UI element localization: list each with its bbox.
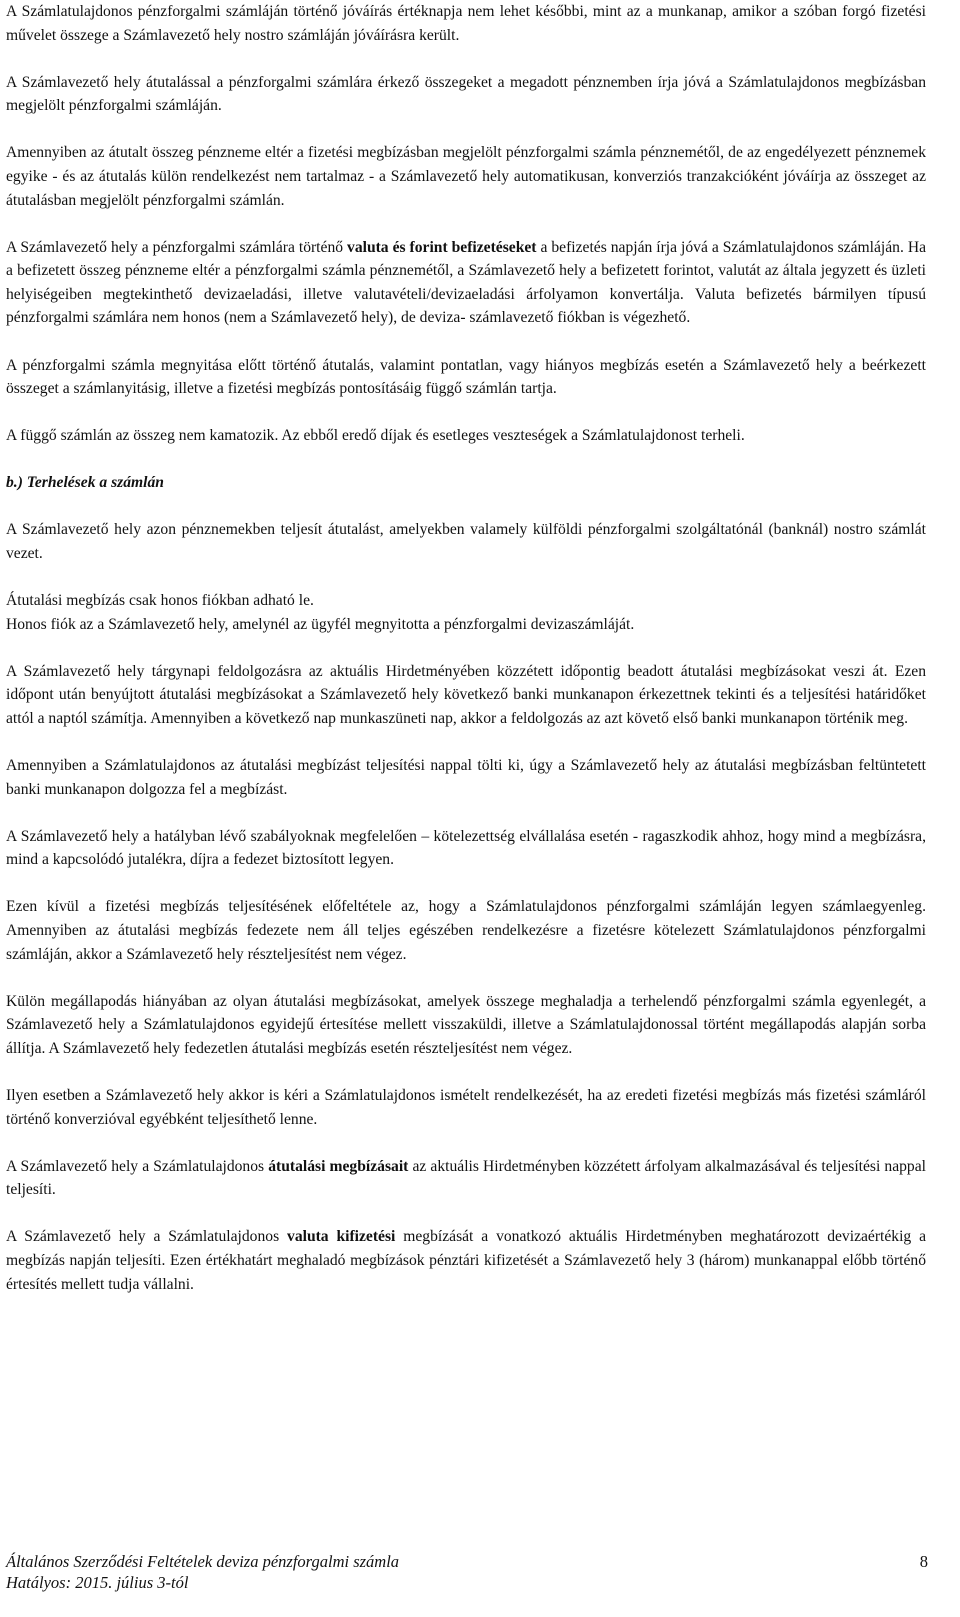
page-footer: [6, 1551, 928, 1593]
paragraph: Külön megállapodás hiányában az olyan átutalási megbízásokat, amelyek összege meghaladja a terhelendő pénzforgalmi számla egyenlegét, a Számlavezető hely a Számlatulajdonos egyidejű értesítése mellett visszaküldi, illetve a Számlatulajdonossal történt megállapodás alapján sorba állítja. A Számlavezető hely fedezetlen átutalási megbízás esetén részteljesítést nem végez.: [6, 992, 926, 1057]
paragraph: Amennyiben az átutalt összeg pénzneme eltér a fizetési megbízásban megjelölt pénzforgalmi számla pénznemétől, de az engedélyezett pénznemek egyike - és az átutalás külön rendelkezést nem tartalmaz - a Számlavezető hely automatikusan, konverziós tranzakcióként jóváírja az összeget az átutalásban megjelölt pénzforgalmi számlán.: [6, 144, 926, 209]
paragraph: A pénzforgalmi számla megnyitása előtt történő átutalás, valamint pontatlan, vagy hiányos megbízás esetén a Számlavezető hely a beérkezett összeget a számlanyitásig, illetve a fizetési megbízás pontosításáig függő számlán tartja.: [6, 356, 926, 398]
paragraph: Amennyiben a Számlatulajdonos az átutalási megbízást teljesítési nappal tölti ki, úgy a Számlavezető hely az átutalási megbízásban feltüntetett banki munkanapon dolgozza fel a megbízást.: [6, 757, 926, 798]
paragraph: [6, 236, 926, 330]
footer-document-title: Általános Szerződési Feltételek deviza pénzforgalmi számla: [6, 1552, 400, 1571]
paragraph: Ilyen esetben a Számlavezető hely akkor is kéri a Számlatulajdonos ismételt rendelkezését, ha az eredeti fizetési megbízás más fizetési számláról történő konverzióval egyébként teljesíthető lenne.: [6, 1087, 926, 1128]
paragraph: A Számlavezető hely a hatályban lévő szabályoknak megfelelően – kötelezettség elvállalása esetén - ragaszkodik ahhoz, hogy mind a megbízásra, mind a kapcsolódó jutalékra, díjra a fedezet biztosított legyen.: [6, 827, 926, 869]
paragraph-text: A Számlavezető hely a Számlatulajdonos: [6, 1228, 288, 1246]
page-number: 8: [919, 1552, 928, 1571]
section-heading-text: b.) Terhelések a számlán: [6, 474, 164, 492]
paragraph-text: A Számlavezető hely a pénzforgalmi számlára történő: [6, 238, 348, 256]
paragraph: A Számlavezető hely azon pénznemekben teljesít átutalást, amelyekben valamely külföldi pénzforgalmi szolgáltatónál (banknál) nostro számlát vezet.: [6, 521, 926, 562]
document-page: [6, 0, 926, 1296]
paragraph: A Számlavezető hely tárgynapi feldolgozásra az aktuális Hirdetményében közzétett időpontig beadott átutalási megbízásokat veszi át. Ezen időpont után benyújtott átutalási megbízásokat a Számlavezető hely következő banki munkanapon érkezettnek tekinti és a teljesítési határidőket attól a naptól számítja. Amennyiben a következő nap munkaszüneti nap, akkor a feldolgozás az azt követő első banki munkanapon történik meg.: [6, 662, 926, 727]
paragraph: Honos fiók az a Számlavezető hely, amelynél az ügyfél megnyitotta a pénzforgalmi devizaszámláját.: [6, 615, 635, 633]
bold-phrase: valuta és forint befizetéseket: [347, 238, 537, 256]
bold-phrase: valuta kifizetési: [287, 1228, 396, 1246]
paragraph: A függő számlán az összeg nem kamatozik. Az ebből eredő díjak és esetleges veszteségek a Számlatulajdonost terheli.: [6, 427, 745, 445]
paragraph-text: a befizetés napján írja jóvá a Számlatulajdonos számláján. Ha a befizetett összeg pénzneme eltér a pénzforgalmi számla pénznemétől, a Számlavezető hely a befizetett forintot, valutát az általa jegyzett és üzleti helyiségeiben megtekinthető devizaeladási, illetve valutavételi/devizaeladási árfolyamon konvertálja. Valuta befizetés bármilyen típusú pénzforgalmi számlára nem honos (nem a Számlavezető hely), de deviza- számlavezető fiókban is végezhető.: [6, 238, 926, 327]
section-heading: [6, 471, 926, 495]
paragraph: Átutalási megbízás csak honos fiókban adható le.: [6, 592, 314, 610]
bold-phrase: átutalási megbízásait: [268, 1157, 409, 1175]
paragraph: [6, 1155, 926, 1202]
paragraph-text: megbízását a vonatkozó aktuális Hirdetményben meghatározott devizaértékig a megbízás napján teljesíti. Ezen értékhatárt meghaladó megbízások pénztári kifizetését a Számlavezető hely 3 (három) munkanappal előbb történő értesítés mellett tudja vállalni.: [6, 1228, 926, 1293]
paragraph: A Számlatulajdonos pénzforgalmi számláján történő jóváírás értéknapja nem lehet későbbi, mint az a munkanap, amikor a szóban forgó fizetési művelet összege a Számlavezető hely nostro számláján jóváírásra került.: [6, 3, 926, 44]
paragraph-text: A Számlavezető hely a Számlatulajdonos: [6, 1157, 269, 1175]
footer-effective-date: Hatályos: 2015. július 3-tól: [6, 1573, 189, 1592]
paragraph: A Számlavezető hely átutalással a pénzforgalmi számlára érkező összegeket a megadott pénznemben írja jóvá a Számlatulajdonos megbízásban megjelölt pénzforgalmi számláján.: [6, 73, 926, 115]
paragraph: Ezen kívül a fizetési megbízás teljesítésének előfeltétele az, hogy a Számlatulajdonos pénzforgalmi számláján legyen számlaegyenleg. Amennyiben az átutalási megbízás fedezete nem áll teljes egészében rendelkezésre a fizetésre kötelezett Számlatulajdonos pénzforgalmi számláján, akkor a Számlavezető hely részteljesítést nem végez.: [6, 898, 926, 963]
paragraph: [6, 1225, 926, 1296]
paragraph-text: az aktuális Hirdetményben közzétett árfolyam alkalmazásával és teljesítési nappal teljesíti.: [6, 1157, 926, 1199]
